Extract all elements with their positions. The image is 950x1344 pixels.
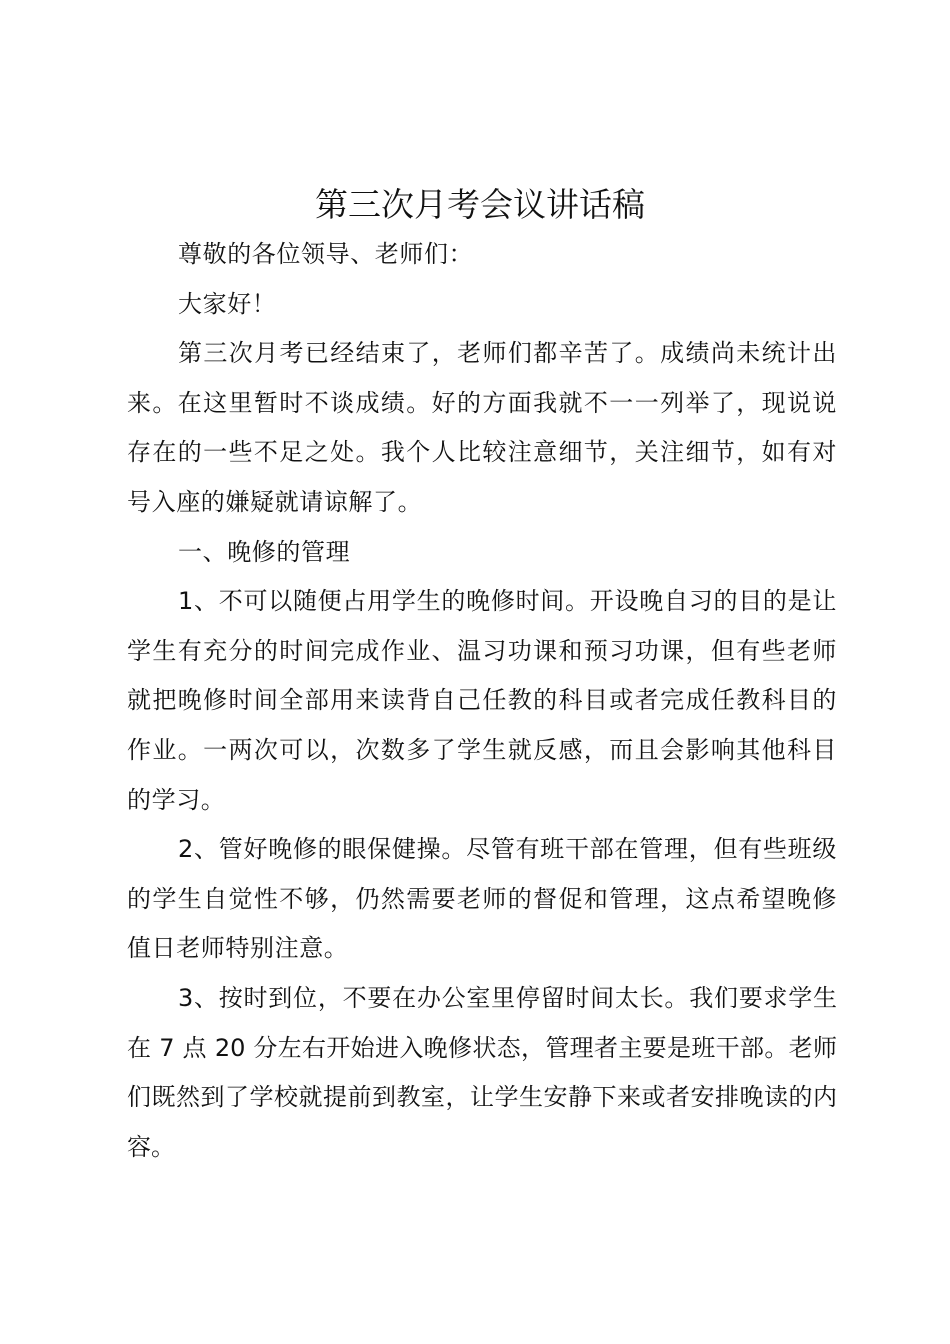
point-2-paragraph: 2、管好晚修的眼保健操。尽管有班干部在管理，但有些班级的学生自觉性不够，仍然需要老师的督促和管理，这点希望晚修值日老师特别注意。 bbox=[127, 835, 837, 963]
salutation-paragraph: 尊敬的各位领导、老师们： bbox=[178, 240, 474, 268]
document-title: 第三次月考会议讲话稿 bbox=[315, 185, 645, 224]
greeting-paragraph: 大家好！ bbox=[178, 289, 277, 318]
point-3-paragraph: 3、按时到位，不要在办公室里停留时间太长。我们要求学生在 7 点 20 分左右开始进入晚修状态，管理者主要是班干部。老师们既然到了学校就提前到教室，让学生安静下来或者安排晚读的内容。 bbox=[127, 983, 837, 1161]
point-1-paragraph: 1、不可以随便占用学生的晚修时间。开设晚自习的目的是让学生有充分的时间完成作业、温习功课和预习功课，但有些老师就把晚修时间全部用来读背自己任教的科目或者完成任教科目的作业。一两次可以，次数多了学生就反感，而且会影响其他科目的学习。 bbox=[127, 587, 837, 814]
document-body bbox=[127, 230, 837, 1172]
section-heading-evening-study: 一、晚修的管理 bbox=[178, 537, 351, 566]
intro-paragraph: 第三次月考已经结束了，老师们都辛苦了。成绩尚未统计出来。在这里暂时不谈成绩。好的方面我就不一一列举了，现说说存在的一些不足之处。我个人比较注意细节，关注细节，如有对号入座的嫌疑就请谅解了。 bbox=[127, 339, 837, 516]
